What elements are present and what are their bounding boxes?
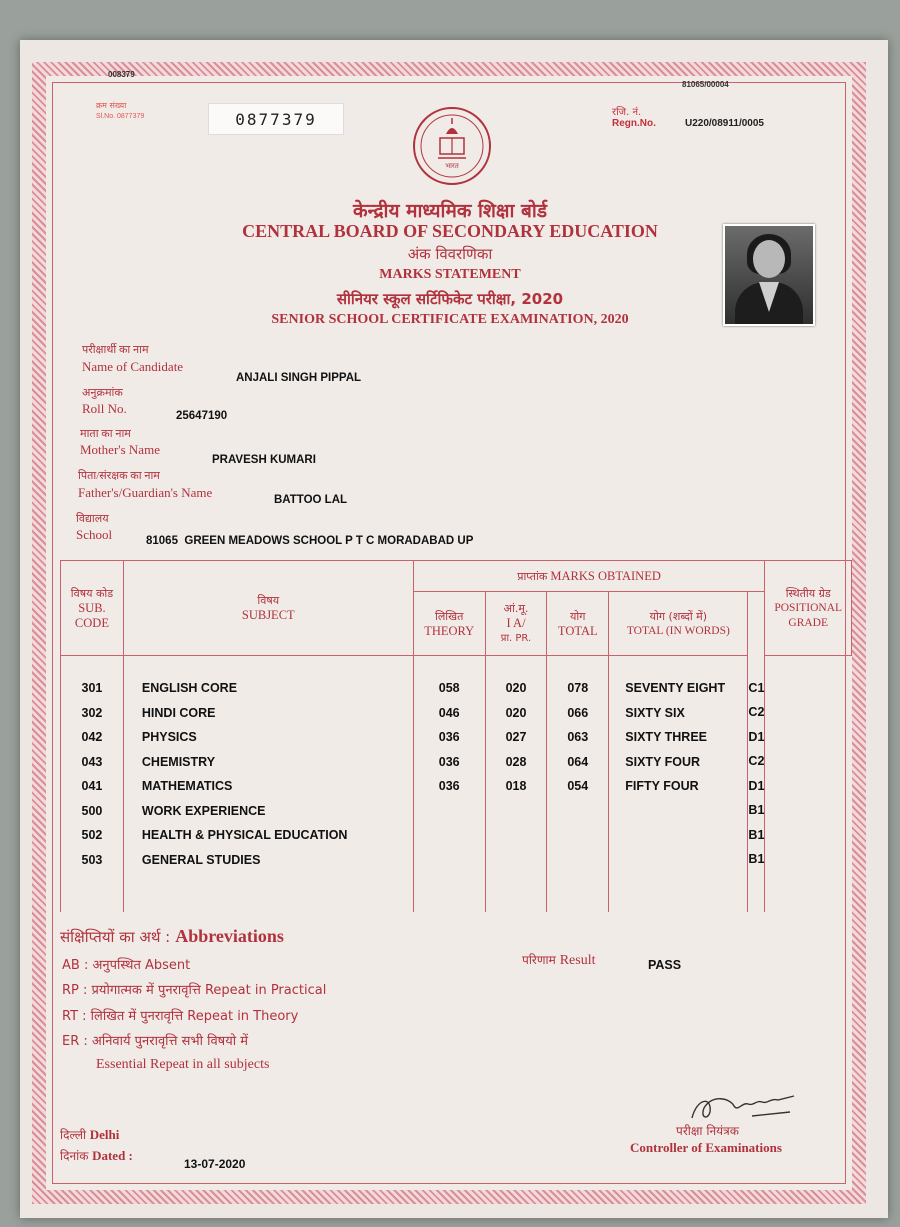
cell-words: SIXTY SIX bbox=[625, 705, 685, 720]
cbse-emblem-icon bbox=[402, 104, 502, 190]
cell-ia bbox=[486, 848, 547, 873]
cell-code: 301 bbox=[81, 681, 103, 695]
abbr-er: ER : अनिवार्य पुनरावृत्ति सभी विषयो में bbox=[62, 1034, 249, 1049]
cell-words: SIXTY THREE bbox=[625, 730, 708, 744]
ia-pr-header: आं.मू. I A/ प्रा. PR. bbox=[485, 592, 547, 656]
cell-theory: 036 bbox=[438, 754, 460, 769]
cell-code: 502 bbox=[81, 828, 103, 842]
cell-total: 064 bbox=[567, 754, 589, 769]
cell-subject: CHEMISTRY bbox=[141, 754, 216, 769]
candidate-name: ANJALI SINGH PIPPAL bbox=[236, 372, 362, 384]
place-label: दिल्ली Delhi bbox=[60, 1127, 120, 1142]
father-name: BATTOO LAL bbox=[274, 494, 348, 506]
cell-code: 041 bbox=[81, 779, 103, 793]
serial-right: 81065/00004 bbox=[682, 80, 729, 89]
cell-total bbox=[547, 799, 608, 824]
cell-total: 054 bbox=[567, 779, 589, 793]
cell-theory: 058 bbox=[438, 681, 460, 695]
regn-label-hindi: रजि. नं. bbox=[612, 107, 642, 118]
cell-subject: PHYSICS bbox=[141, 730, 197, 744]
mother-name: PRAVESH KUMARI bbox=[212, 454, 316, 466]
cell-ia: 020 bbox=[505, 705, 527, 720]
cell-total: 063 bbox=[567, 730, 589, 744]
cell-grade: B1 bbox=[748, 852, 765, 866]
abbreviations-heading: संक्षिप्तियों का अर्थ : Abbreviations bbox=[60, 926, 284, 946]
serial-label: Sl.No. 0877379 bbox=[96, 113, 145, 120]
serial-left: 008379 bbox=[108, 70, 135, 79]
cell-theory: 036 bbox=[438, 779, 460, 793]
theory-header: लिखित THEORY bbox=[413, 592, 485, 656]
cell-total: 078 bbox=[567, 681, 589, 695]
cell-grade: D1 bbox=[748, 778, 765, 793]
father-label: Father's/Guardian's Name bbox=[78, 485, 213, 500]
result-label: परिणाम Result bbox=[522, 953, 596, 968]
board-title-hindi: केन्द्रीय माध्यमिक शिक्षा बोर्ड bbox=[353, 200, 547, 222]
cell-theory bbox=[414, 799, 485, 824]
cell-words bbox=[625, 823, 747, 848]
cell-grade: C2 bbox=[748, 705, 765, 719]
cell-ia bbox=[486, 799, 547, 824]
cell-subject: HEALTH & PHYSICAL EDUCATION bbox=[141, 828, 348, 842]
total-header: योग TOTAL bbox=[547, 592, 609, 656]
name-label: Name of Candidate bbox=[82, 359, 184, 374]
cell-grade: C2 bbox=[748, 754, 765, 768]
serial-number-box: 0877379 bbox=[208, 103, 344, 135]
cell-ia bbox=[486, 823, 547, 848]
result-value: PASS bbox=[648, 958, 682, 972]
exam-title-hindi: सीनियर स्कूल सर्टिफिकेट परीक्षा, 2020 bbox=[336, 290, 564, 308]
cell-grade: B1 bbox=[748, 827, 765, 842]
cell-ia: 028 bbox=[505, 754, 527, 769]
regn-label: Regn.No. bbox=[612, 118, 656, 129]
dated-label: दिनांक Dated : bbox=[60, 1148, 133, 1163]
cell-words: SIXTY FOUR bbox=[625, 754, 701, 769]
school-label-hindi: विद्यालय bbox=[76, 513, 109, 525]
cell-ia: 018 bbox=[505, 779, 527, 793]
subject-header: विषय SUBJECT bbox=[123, 561, 413, 656]
cell-code: 503 bbox=[81, 852, 103, 867]
statement-title: MARKS STATEMENT bbox=[379, 267, 521, 282]
school-label: School bbox=[76, 527, 113, 542]
cell-theory: 036 bbox=[438, 730, 460, 744]
cell-theory: 046 bbox=[438, 705, 460, 720]
cell-subject: MATHEMATICS bbox=[141, 779, 233, 793]
abbr-ab: AB : अनुपस्थित Absent bbox=[62, 958, 191, 973]
controller-label: Controller of Examinations bbox=[630, 1140, 782, 1155]
regn-number: U220/08911/0005 bbox=[685, 118, 764, 129]
abbr-rp: RP : प्रयोगात्मक में पुनरावृत्ति Repeat in Practical bbox=[62, 983, 327, 998]
cell-grade: B1 bbox=[748, 803, 765, 817]
exam-title: SENIOR SCHOOL CERTIFICATE EXAMINATION, 2020 bbox=[271, 312, 629, 327]
cell-total: 066 bbox=[567, 705, 589, 720]
marks-table bbox=[60, 560, 852, 912]
emblem-text: भारत bbox=[445, 162, 459, 170]
cell-ia: 027 bbox=[505, 730, 527, 744]
marks-obtained-header: प्राप्तांक MARKS OBTAINED bbox=[413, 561, 765, 592]
name-label-hindi: परीक्षार्थी का नाम bbox=[82, 344, 149, 356]
cell-code: 302 bbox=[81, 705, 103, 720]
cell-code: 042 bbox=[81, 730, 103, 744]
candidate-photo bbox=[723, 224, 815, 326]
controller-label-hindi: परीक्षा नियंत्रक bbox=[676, 1124, 739, 1138]
cell-theory bbox=[414, 848, 485, 873]
cell-grade: C1 bbox=[748, 680, 765, 695]
roll-label-hindi: अनुक्रमांक bbox=[82, 387, 123, 399]
cell-ia: 020 bbox=[505, 681, 527, 695]
cell-words bbox=[625, 848, 747, 873]
cell-subject: GENERAL STUDIES bbox=[141, 852, 261, 867]
cell-subject: HINDI CORE bbox=[141, 705, 216, 720]
statement-title-hindi: अंक विवरणिका bbox=[407, 245, 493, 263]
father-label-hindi: पिता/संरक्षक का नाम bbox=[78, 470, 160, 482]
abbr-rt: RT : लिखित में पुनरावृत्ति Repeat in Theory bbox=[62, 1009, 299, 1024]
board-title: CENTRAL BOARD OF SECONDARY EDUCATION bbox=[242, 221, 658, 241]
grade-header: स्थितीय ग्रेड POSITIONAL GRADE bbox=[765, 561, 852, 656]
roll-label: Roll No. bbox=[82, 401, 127, 416]
cell-words: FIFTY FOUR bbox=[625, 779, 699, 793]
mother-label: Mother's Name bbox=[80, 442, 160, 457]
cell-subject: ENGLISH CORE bbox=[141, 681, 238, 695]
cell-words bbox=[625, 799, 747, 824]
school-name: 81065 GREEN MEADOWS SCHOOL P T C MORADABAD UP bbox=[146, 535, 474, 547]
cell-subject: WORK EXPERIENCE bbox=[141, 803, 266, 818]
cell-grade: D1 bbox=[748, 729, 765, 744]
cell-words: SEVENTY EIGHT bbox=[625, 681, 726, 695]
cell-code: 043 bbox=[81, 754, 103, 769]
serial-label-hindi: क्रम संख्या bbox=[96, 101, 127, 110]
mother-label-hindi: माता का नाम bbox=[80, 428, 131, 440]
cell-total bbox=[547, 823, 608, 848]
code-header: विषय कोड SUB. CODE bbox=[61, 561, 124, 656]
total-words-header: योग (शब्दों में) TOTAL (IN WORDS) bbox=[609, 592, 748, 656]
abbr-er-english: Essential Repeat in all subjects bbox=[96, 1057, 270, 1072]
issue-date: 13-07-2020 bbox=[184, 1157, 246, 1171]
cell-theory bbox=[414, 823, 485, 848]
cell-total bbox=[547, 848, 608, 873]
roll-number: 25647190 bbox=[176, 410, 228, 422]
cell-code: 500 bbox=[81, 803, 103, 818]
